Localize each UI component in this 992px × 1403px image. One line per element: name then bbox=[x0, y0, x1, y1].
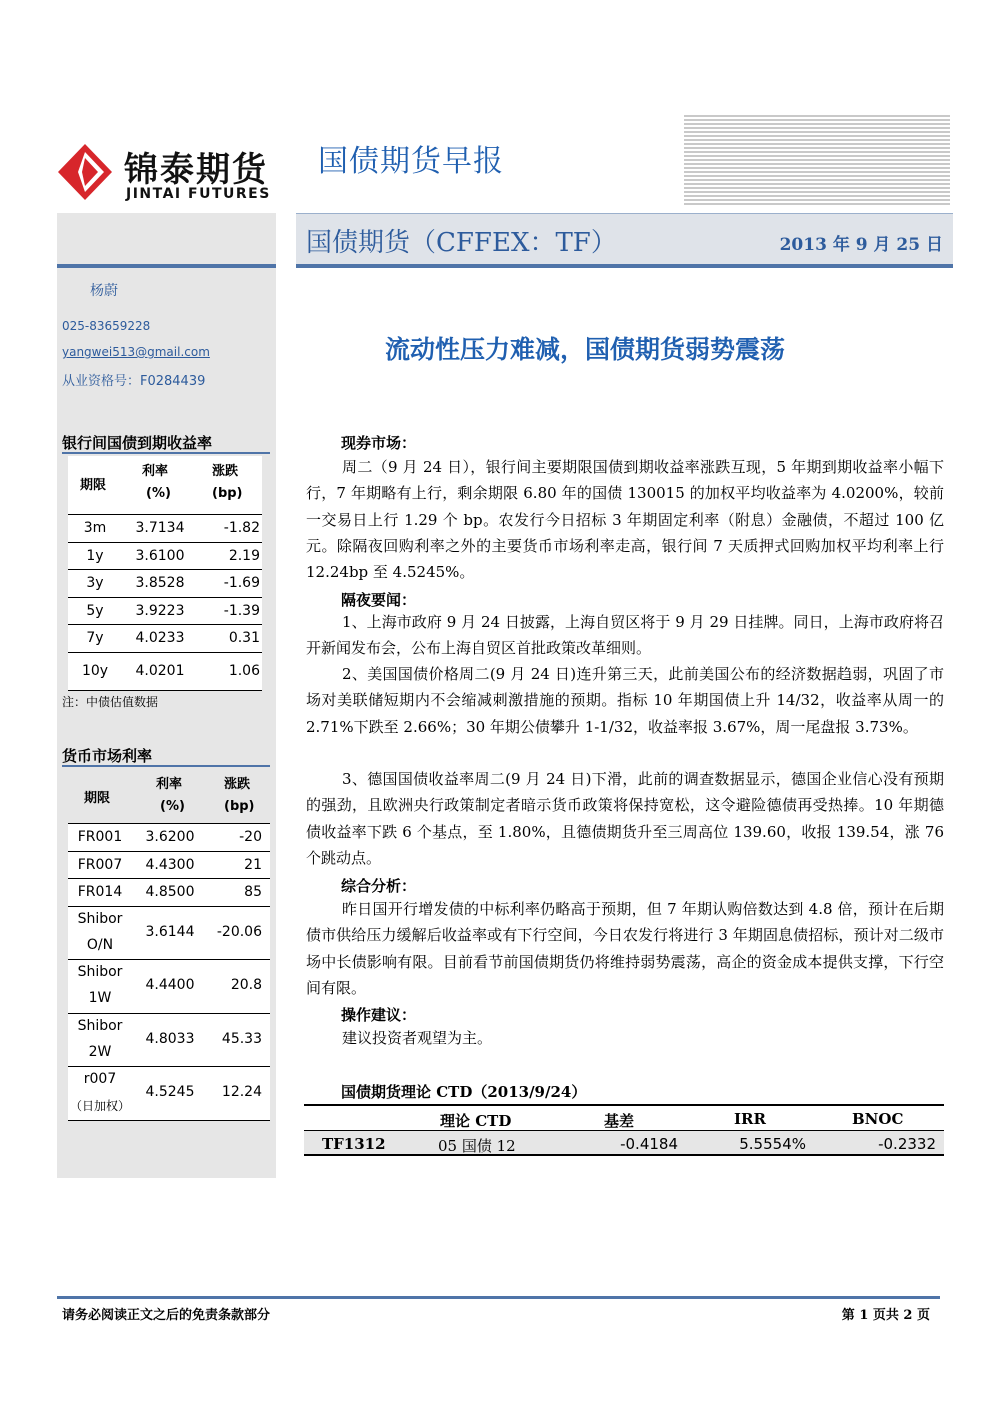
table-row: 3m 3.7134 -1.82 bbox=[68, 515, 262, 543]
section-title-spot-market: 现券市场： bbox=[341, 434, 417, 452]
ctd-table-header bbox=[304, 1104, 944, 1130]
money-table bbox=[68, 767, 270, 1121]
table-row: FR001 3.6200 -20 bbox=[68, 824, 270, 852]
analyst-certificate: 从业资格号：F0284439 bbox=[62, 374, 206, 389]
logo-chinese-name: 锦泰期货 bbox=[124, 150, 268, 190]
headline: 流动性压力难减，国债期货弱势震荡 bbox=[385, 335, 786, 364]
analyst-phone: 025-83659228 bbox=[62, 319, 151, 333]
header-rate-unit: (%) bbox=[160, 799, 185, 814]
paragraph-analysis: 昨日国开行增发债的中标利率仍略高于预期，但 7 年期认购倍数达到 4.8 倍，预计在后期债市供给压力缓解后收益率或有下行空间，今日农发行将进行 3 年期固息债招标，预计对二级市场中长债影响有限。目前看节前国债期货仍将维持弱势震荡，高企的资金成本提供支撑，下行空间有限。 bbox=[306, 900, 944, 997]
paragraph-news-1: 1、上海市政府 9 月 24 日披露，上海自贸区将于 9 月 29 日挂牌。同日，上海市政府将召开新闻发布会，公布上海自贸区首批政策改革细则。 bbox=[306, 613, 944, 658]
table-row: Shibor 2W 4.8033 45.33 bbox=[68, 1014, 270, 1068]
section-title-overnight-news: 隔夜要闻： bbox=[341, 591, 417, 609]
section-title-advice: 操作建议： bbox=[341, 1006, 417, 1024]
logo-english-name: JINTAI FUTURES bbox=[126, 186, 271, 202]
paragraph-news-3: 3、德国国债收益率周二(9 月 24 日)下滑，此前的调查数据显示，德国企业信心没有预期的强劲，且欧洲央行政策制定者暗示货币政策将保持宽松，这令避险德债再受热捧。10 年期德债收益率下跌 6 个基点，至 1.80%，且德债期货升至三周高位 139.60，收报 139.54，涨 76 个跳动点。 bbox=[306, 770, 944, 867]
header-rate: 利率 bbox=[142, 464, 169, 479]
report-date: 2013 年 9 月 25 日 bbox=[779, 235, 943, 255]
title-banner bbox=[296, 213, 953, 268]
yield-table-rule bbox=[62, 452, 270, 454]
paragraph-spot-market: 周二（9 月 24 日），银行间主要期限国债到期收益率涨跌互现，5 年期到期收益率小幅下行，7 年期略有上行，剩余期限 6.80 年的国债 130015 的加权平均收益率为 4.0200%，较前一交易日上行 1.29 个 bp。农发行今日招标 3 年期固定利率（附息）金融债，不超过 100 亿元。除隔夜回购利率之外的主要货币市场利率走高，银行间 7 天质押式回购加权平均利率上行 12.24bp 至 4.5245%。 bbox=[306, 458, 944, 582]
header-change: 涨跌 bbox=[224, 777, 251, 792]
page-number: 第 1 页共 2 页 bbox=[841, 1308, 930, 1323]
table-row: r007 （日加权） 4.5245 12.24 bbox=[68, 1067, 270, 1121]
header-basis: 基差 bbox=[604, 1112, 635, 1130]
company-logo bbox=[58, 142, 278, 206]
header-term: 期限 bbox=[84, 791, 111, 806]
header-term: 期限 bbox=[80, 478, 107, 493]
footer-disclaimer: 请务必阅读正文之后的免责条款部分 bbox=[62, 1308, 271, 1323]
header-change-unit: (bp) bbox=[212, 486, 243, 501]
header-change: 涨跌 bbox=[212, 464, 239, 479]
ctd-table-title: 国债期货理论 CTD（2013/9/24） bbox=[341, 1083, 587, 1101]
money-table-header bbox=[68, 767, 270, 823]
banner-title: 国债期货（CFFEX：TF） bbox=[306, 228, 617, 258]
table-row: 5y 3.9223 -1.39 bbox=[68, 598, 262, 626]
table-row: FR014 4.8500 85 bbox=[68, 879, 270, 907]
paragraph-advice: 建议投资者观望为主。 bbox=[342, 1029, 493, 1047]
footer-rule bbox=[57, 1296, 940, 1299]
header-bnoc: BNOC bbox=[852, 1110, 904, 1128]
decorative-stripes bbox=[684, 115, 950, 207]
logo-diamond-icon bbox=[58, 144, 112, 200]
section-title-analysis: 综合分析： bbox=[341, 877, 417, 895]
table-row: 7y 4.0233 0.31 bbox=[68, 625, 262, 653]
table-row: Shibor 1W 4.4400 20.8 bbox=[68, 960, 270, 1014]
header-rate: 利率 bbox=[156, 777, 183, 792]
analyst-email-link[interactable]: yangwei513@gmail.com bbox=[62, 345, 210, 359]
header-change-unit: (bp) bbox=[224, 799, 255, 814]
paragraph-news-2: 2、美国国债价格周二(9 月 24 日)连升第三天，此前美国公布的经济数据趋弱，巩固了市场对美联储短期内不会缩减刺激措施的预期。指标 10 年期国债上升 14/32，收益率从周一的 2.71%下跌至 2.66%；30 年期公债攀升 1-1/32，收益率报 3.67%，周一尾盘报 3.73%。 bbox=[306, 665, 944, 736]
header-ctd: 理论 CTD bbox=[440, 1112, 512, 1130]
yield-table-note: 注：中债估值数据 bbox=[62, 695, 159, 709]
yield-table-header bbox=[68, 456, 262, 514]
table-row: 3y 3.8528 -1.69 bbox=[68, 570, 262, 598]
table-row: 1y 3.6100 2.19 bbox=[68, 543, 262, 571]
header-rate-unit: (%) bbox=[146, 486, 171, 501]
sidebar-top-rule bbox=[57, 264, 276, 268]
table-row: Shibor O/N 3.6144 -20.06 bbox=[68, 907, 270, 961]
analyst-name: 杨蔚 bbox=[90, 283, 118, 299]
table-row: 10y 4.0201 1.06 bbox=[68, 653, 262, 691]
header-irr: IRR bbox=[734, 1110, 766, 1128]
yield-table bbox=[68, 456, 262, 691]
table-row: FR007 4.4300 21 bbox=[68, 852, 270, 880]
money-table-title: 货币市场利率 bbox=[62, 747, 153, 765]
table-row: TF1312 05 国债 12 -0.4184 5.5554% -0.2332 bbox=[304, 1130, 944, 1156]
ctd-table bbox=[304, 1104, 944, 1156]
yield-table-title: 银行间国债到期收益率 bbox=[62, 434, 213, 452]
report-title: 国债期货早报 bbox=[318, 144, 504, 179]
